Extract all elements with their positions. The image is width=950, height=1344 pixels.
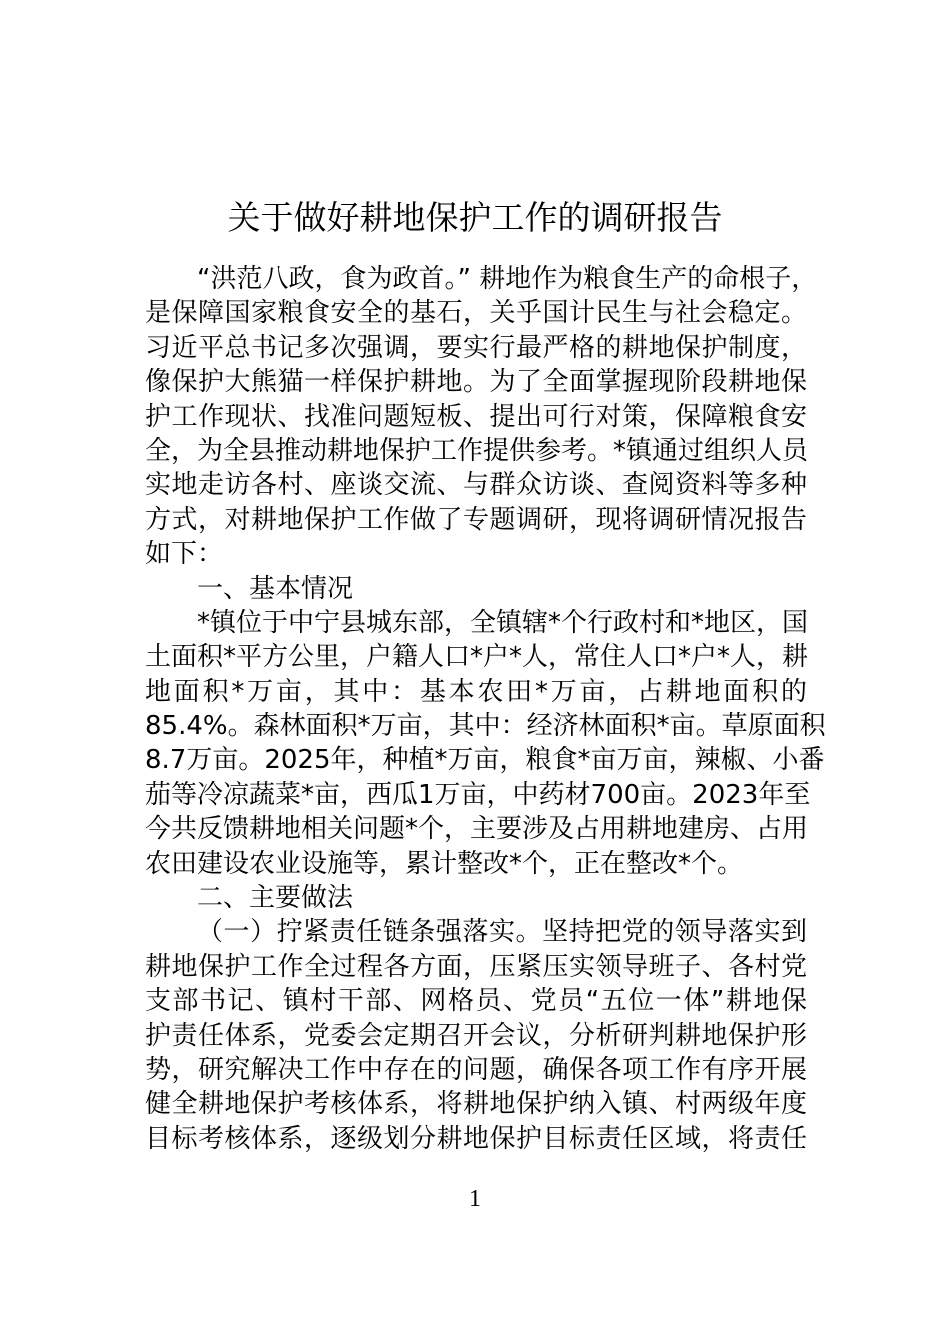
document-title: 关于做好耕地保护工作的调研报告 (227, 198, 723, 238)
paragraph-line: 二、主要做法 (197, 883, 354, 914)
paragraph-line: 护工作现状、找准问题短板、提出可行对策，保障粮食安 (145, 401, 807, 432)
paragraph-line: 护责任体系，党委会定期召开会议，分析研判耕地保护形 (145, 1020, 807, 1051)
paragraph-line: 习近平总书记多次强调，要实行最严格的耕地保护制度， (145, 332, 807, 363)
paragraph-line: 健全耕地保护考核体系，将耕地保护纳入镇、村两级年度 (145, 1089, 807, 1120)
paragraph-line: 势，研究解决工作中存在的问题，确保各项工作有序开展 (145, 1054, 807, 1085)
paragraph-line: 支部书记、镇村干部、网格员、党员“五位一体”耕地保 (145, 986, 807, 1017)
paragraph-line: 是保障国家粮食安全的基石，关乎国计民生与社会稳定。 (145, 298, 807, 329)
paragraph-line: 全，为全县推动耕地保护工作提供参考。*镇通过组织人员 (145, 435, 809, 466)
paragraph-line: 方式，对耕地保护工作做了专题调研，现将调研情况报告 (145, 504, 807, 535)
paragraph-line: “洪范八政，食为政首。” 耕地作为粮食生产的命根子， (197, 264, 818, 294)
paragraph-line: 农田建设农业设施等，累计整改*个，正在整改*个。 (145, 848, 744, 879)
paragraph-line: 今共反馈耕地相关问题*个，主要涉及占用耕地建房、占用 (145, 814, 809, 845)
paragraph-line: 85.4%。森林面积*万亩，其中：经济林面积*亩。草原面积 (145, 711, 826, 742)
paragraph-line: 耕地保护工作全过程各方面，压紧压实领导班子、各村党 (145, 951, 807, 982)
paragraph-line: 茄等冷凉蔬菜*亩，西瓜1万亩，中药材700亩。2023年至 (145, 779, 811, 810)
paragraph-line: 土面积*平方公里，户籍人口*户*人，常住人口*户*人，耕 (145, 642, 809, 673)
paragraph-line: 8.7万亩。2025年，种植*万亩，粮食*亩万亩，辣椒、小番 (145, 745, 825, 776)
paragraph-line: 如下： (145, 539, 224, 570)
paragraph-line: *镇位于中宁县城东部，全镇辖*个行政村和*地区，国 (197, 607, 809, 638)
document-body (145, 262, 826, 1156)
paragraph-line: 目标考核体系，逐级划分耕地保护目标责任区域，将责任 (145, 1123, 807, 1154)
paragraph-line: 像保护大熊猫一样保护耕地。为了全面掌握现阶段耕地保 (145, 367, 807, 398)
paragraph-line: 一、基本情况 (197, 573, 354, 604)
paragraph-line: 地面积*万亩，其中：基本农田*万亩，占耕地面积的 (145, 676, 807, 707)
paragraph-line: 实地走访各村、座谈交流、与群众访谈、查阅资料等多种 (145, 470, 807, 501)
page-number: 1 (469, 1186, 481, 1212)
paragraph-line: （一）拧紧责任链条强落实。坚持把党的领导落实到 (197, 917, 807, 948)
